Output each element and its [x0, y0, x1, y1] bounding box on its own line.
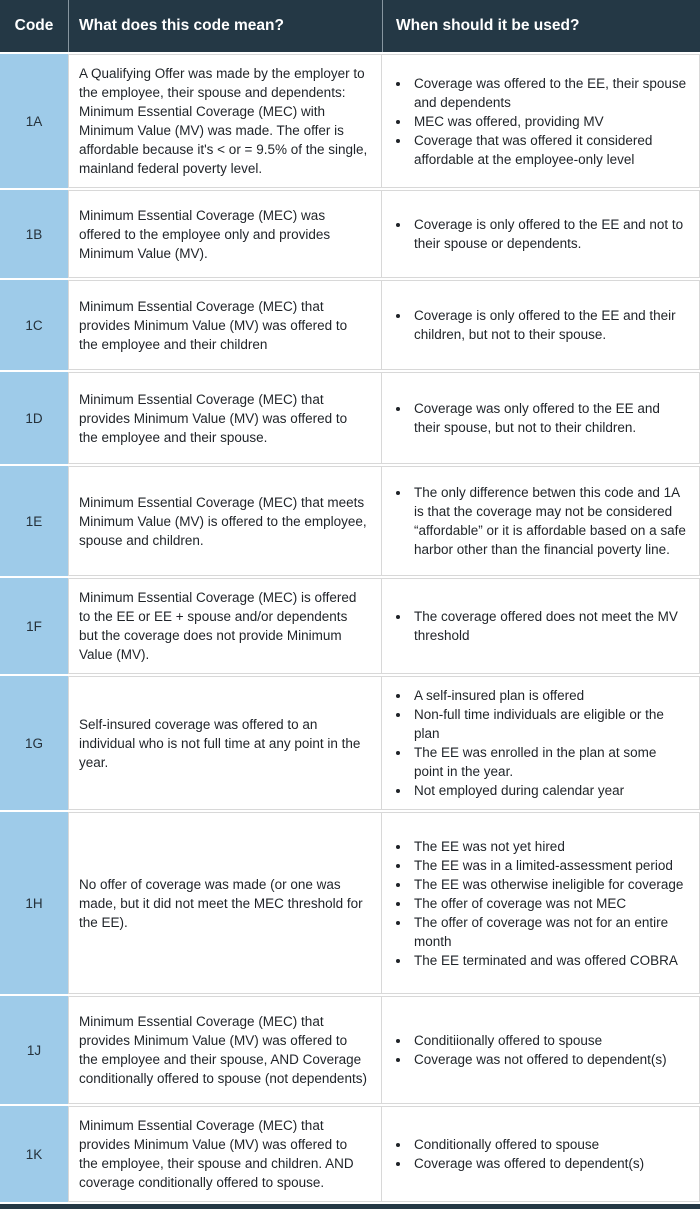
table-header — [0, 0, 700, 52]
usage-item: • Conditionally offered to spouse — [411, 1135, 689, 1154]
usage-cell — [382, 1106, 700, 1202]
usage-list — [386, 215, 689, 253]
usage-item: • The EE terminated and was offered COBRA — [411, 951, 689, 970]
usage-item: • The EE was otherwise ineligible for coverage — [411, 875, 689, 894]
usage-list — [386, 483, 689, 559]
usage-item: • MEC was offered, providing MV — [411, 112, 689, 131]
usage-cell — [382, 54, 700, 188]
usage-list — [386, 74, 689, 169]
column-header-meaning: What does this code mean? — [68, 0, 382, 52]
usage-item: • Coverage was only offered to the EE and their spouse, but not to their children. — [411, 399, 689, 437]
column-header-code: Code — [14, 17, 54, 34]
usage-list — [386, 837, 689, 970]
usage-item: • Not employed during calendar year — [411, 781, 689, 800]
usage-cell — [382, 466, 700, 576]
code-cell: 1K — [0, 1106, 68, 1202]
meaning-cell: Minimum Essential Coverage (MEC) that provides Minimum Value (MV) was offered to the employee and their spouse. — [68, 372, 382, 464]
code-cell: 1G — [0, 676, 68, 810]
meaning-cell: Minimum Essential Coverage (MEC) that provides Minimum Value (MV) was offered to the employee and their children — [68, 280, 382, 370]
table-row — [0, 466, 700, 576]
usage-item: • The offer of coverage was not for an entire month — [411, 913, 689, 951]
table-row — [0, 812, 700, 994]
usage-list — [386, 1031, 689, 1069]
code-cell: 1D — [0, 372, 68, 464]
table-row — [0, 1106, 700, 1202]
usage-list — [386, 399, 689, 437]
meaning-cell: Minimum Essential Coverage (MEC) that meets Minimum Value (MV) is offered to the employee, spouse and children. — [68, 466, 382, 576]
meaning-cell: Minimum Essential Coverage (MEC) that provides Minimum Value (MV) was offered to the employee and their spouse, AND Coverage conditionally offered to spouse (not dependents) — [68, 996, 382, 1104]
usage-item: • Coverage that was offered it considered affordable at the employee-only level — [411, 131, 689, 169]
usage-item: • Coverage was offered to the EE, their spouse and dependents — [411, 74, 689, 112]
usage-item: • The EE was in a limited-assessment period — [411, 856, 689, 875]
meaning-cell: No offer of coverage was made (or one was made, but it did not meet the MEC threshold for the EE). — [68, 812, 382, 994]
usage-item: • The offer of coverage was not MEC — [411, 894, 689, 913]
usage-item: • The coverage offered does not meet the MV threshold — [411, 607, 689, 645]
usage-item: • A self-insured plan is offered — [411, 686, 689, 705]
usage-item: • Coverage was not offered to dependent(s) — [411, 1050, 689, 1069]
usage-cell — [382, 996, 700, 1104]
code-cell: 1H — [0, 812, 68, 994]
usage-item: • The EE was enrolled in the plan at some point in the year. — [411, 743, 689, 781]
usage-item: • Non-full time individuals are eligible or the plan — [411, 705, 689, 743]
code-cell: 1A — [0, 54, 68, 188]
meaning-cell: A Qualifying Offer was made by the employer to the employee, their spouse and dependents: Minimum Essential Coverage (MEC) with Minimum Value (MV) was made. The offer is affordable because it's < or = 9.5% of the single, mainland federal poverty level. — [68, 54, 382, 188]
usage-cell — [382, 280, 700, 370]
table-row — [0, 372, 700, 464]
code-cell: 1J — [0, 996, 68, 1104]
meaning-cell: Minimum Essential Coverage (MEC) is offered to the EE or EE + spouse and/or dependents but the coverage does not provide Minimum Value (MV). — [68, 578, 382, 674]
code-cell: 1B — [0, 190, 68, 278]
column-header-usage: When should it be used? — [382, 0, 700, 52]
usage-list — [386, 306, 689, 344]
usage-list — [386, 1135, 689, 1173]
usage-item: • The only difference betwen this code and 1A is that the coverage may not be considered “affordable” or it is affordable based on a safe harbor other than the financial poverty line. — [411, 483, 689, 559]
usage-list — [386, 686, 689, 800]
usage-item: • Coverage was offered to dependent(s) — [411, 1154, 689, 1173]
usage-item: • The EE was not yet hired — [411, 837, 689, 856]
table-row — [0, 578, 700, 674]
usage-item: • Conditiionally offered to spouse — [411, 1031, 689, 1050]
meaning-cell: Minimum Essential Coverage (MEC) that provides Minimum Value (MV) was offered to the employee, their spouse and children. AND coverage conditionally offered to spouse. — [68, 1106, 382, 1202]
code-cell: 1C — [0, 280, 68, 370]
table-row — [0, 280, 700, 370]
meaning-cell: Minimum Essential Coverage (MEC) was offered to the employee only and provides Minimum Value (MV). — [68, 190, 382, 278]
table-row — [0, 54, 700, 188]
usage-item: • Coverage is only offered to the EE and not to their spouse or dependents. — [411, 215, 689, 253]
usage-cell — [382, 578, 700, 674]
code-cell: 1F — [0, 578, 68, 674]
usage-cell — [382, 812, 700, 994]
footer-bar — [0, 1204, 700, 1209]
usage-list — [386, 607, 689, 645]
table-row — [0, 676, 700, 810]
usage-cell — [382, 372, 700, 464]
usage-cell — [382, 676, 700, 810]
table-row — [0, 996, 700, 1104]
usage-item: • Coverage is only offered to the EE and their children, but not to their spouse. — [411, 306, 689, 344]
meaning-cell: Self-insured coverage was offered to an individual who is not full time at any point in the year. — [68, 676, 382, 810]
usage-cell — [382, 190, 700, 278]
table-row — [0, 190, 700, 278]
code-cell: 1E — [0, 466, 68, 576]
table-body — [0, 54, 700, 1202]
